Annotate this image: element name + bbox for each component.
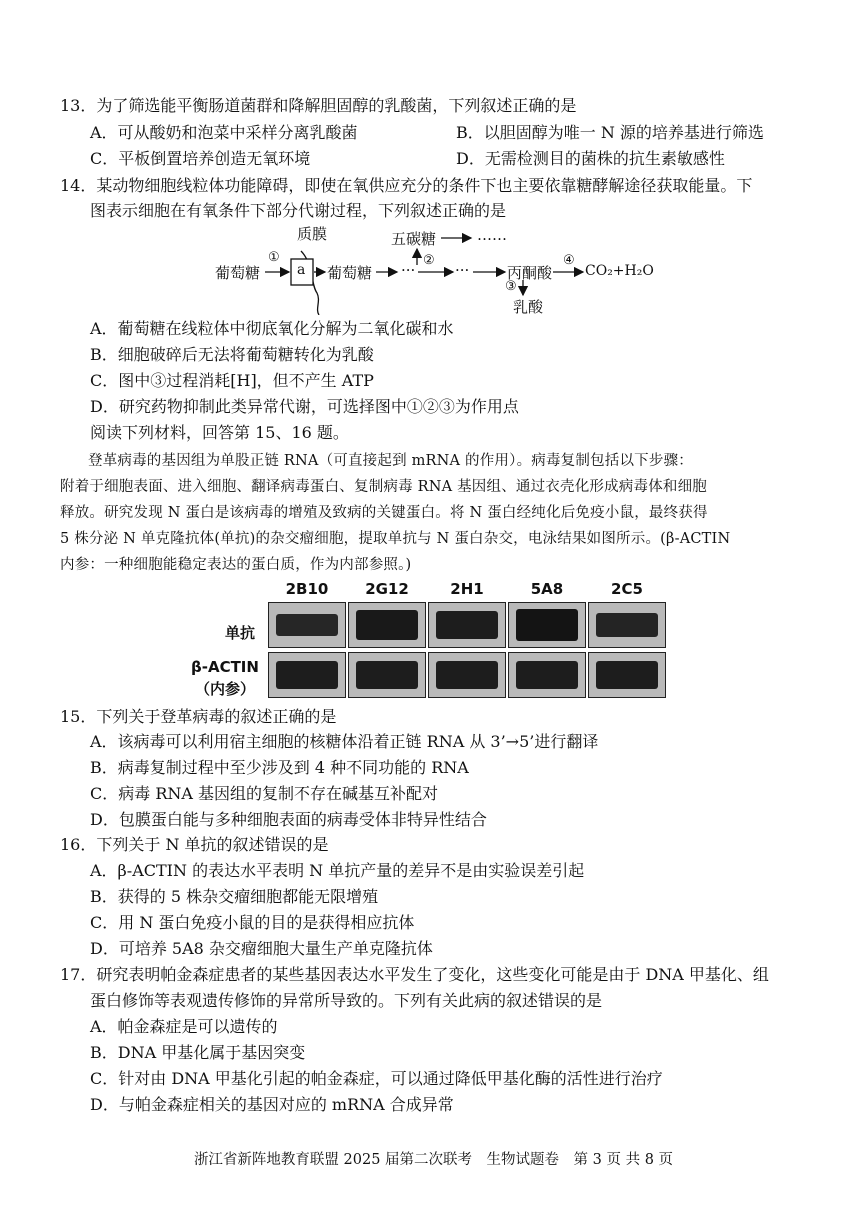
lane-label: 2G12 [365, 580, 409, 598]
western-blot-figure [185, 580, 675, 700]
q17-stem-line1: 17．研究表明帕金森症患者的某些基因表达水平发生了变化，这些变化可能是由于 DNA 甲基化、组 [60, 965, 769, 984]
actin-band [356, 661, 418, 689]
co2-h2o-label: CO₂+H₂O [585, 263, 654, 279]
actin-row-label: β-ACTIN [191, 658, 259, 676]
q14-stem-line2: 图表示细胞在有氧条件下部分代谢过程，下列叙述正确的是 [90, 201, 507, 220]
q17-option-a: A．帕金森症是可以遗传的 [90, 1017, 278, 1036]
lane-label: 2C5 [611, 580, 643, 598]
glucose-inside-label: 葡萄糖 [327, 264, 373, 282]
q15-option-b: B．病毒复制过程中至少涉及到 4 种不同功能的 RNA [90, 758, 469, 777]
q16-option-d: D．可培养 5A8 杂交瘤细胞大量生产单克隆抗体 [90, 939, 433, 958]
antibody-band [436, 611, 498, 639]
page-footer: 浙江省新阵地教育联盟 2025 届第二次联考 生物试题卷 第 3 页 共 8 页 [193, 1152, 674, 1168]
metabolic-pathway-diagram [215, 223, 675, 315]
q13-option-a: A．可从酸奶和泡菜中采样分离乳酸菌 [90, 123, 358, 142]
q17-option-d: D．与帕金森症相关的基因对应的 mRNA 合成异常 [90, 1095, 454, 1114]
pentose-label: 五碳糖 [391, 230, 437, 248]
actin-band [516, 661, 578, 689]
step2-label: ② [423, 253, 435, 268]
material-line4: 5 株分泌 N 单克隆抗体(单抗)的杂交瘤细胞，提取单抗与 N 蛋白杂交，电泳结果如图所示。(β-ACTIN [60, 531, 731, 547]
q16-option-b: B．获得的 5 株杂交瘤细胞都能无限增殖 [90, 887, 379, 906]
antibody-panel [268, 602, 346, 648]
antibody-row-label: 单抗 [225, 624, 256, 642]
actin-panel [348, 652, 426, 698]
antibody-band [276, 614, 338, 636]
q15-stem: 15．下列关于登革病毒的叙述正确的是 [60, 707, 337, 726]
material-line1: 登革病毒的基因组为单股正链 RNA（可直接起到 mRNA 的作用）。病毒复制包括以下步骤： [88, 453, 693, 469]
q14-option-d: D．研究药物抑制此类异常代谢，可选择图中①②③为作用点 [90, 397, 519, 416]
q14-option-c: C．图中③过程消耗[H]，但不产生 ATP [90, 371, 374, 390]
q17-stem-line2: 蛋白修饰等表观遗传修饰的异常所导致的。下列有关此病的叙述错误的是 [90, 991, 603, 1010]
pyruvate-label: 丙酮酸 [507, 264, 553, 282]
q13-stem: 13．为了筛选能平衡肠道菌群和降解胆固醇的乳酸菌，下列叙述正确的是 [60, 96, 577, 115]
q15-option-c: C．病毒 RNA 基因组的复制不存在碱基互补配对 [90, 784, 439, 803]
reading-instruction: 阅读下列材料，回答第 15、16 题。 [90, 423, 349, 442]
carrier-label: a [297, 262, 306, 278]
q14-option-b: B．细胞破碎后无法将葡萄糖转化为乳酸 [90, 345, 374, 364]
actin-panel [588, 652, 666, 698]
step1-label: ① [268, 250, 280, 265]
antibody-band [596, 613, 658, 636]
q13-option-d: D．无需检测目的菌株的抗生素敏感性 [456, 149, 725, 168]
material-line2: 附着于细胞表面、进入细胞、翻译病毒蛋白、复制病毒 RNA 基因组、通过衣壳化形成病毒体和细胞 [60, 479, 707, 495]
q13-option-c: C．平板倒置培养创造无氧环境 [90, 149, 311, 168]
q14-option-a: A．葡萄糖在线粒体中彻底氧化分解为二氧化碳和水 [90, 319, 454, 338]
lactate-label: 乳酸 [513, 298, 544, 316]
pentose-next-label: …… [477, 226, 507, 244]
lane-label: 2B10 [285, 580, 329, 598]
actin-band [596, 661, 658, 689]
actin-panel [268, 652, 346, 698]
q16-option-c: C．用 N 蛋白免疫小鼠的目的是获得相应抗体 [90, 913, 415, 932]
actin-panel [508, 652, 586, 698]
q17-option-c: C．针对由 DNA 甲基化引起的帕金森症，可以通过降低甲基化酶的活性进行治疗 [90, 1069, 663, 1088]
lane-label: 2H1 [450, 580, 484, 598]
material-line3: 释放。研究发现 N 蛋白是该病毒的增殖及致病的关键蛋白。将 N 蛋白经纯化后免疫小鼠，最终获得 [60, 505, 708, 521]
q13-option-b: B．以胆固醇为唯一 N 源的培养基进行筛选 [456, 123, 764, 142]
q17-option-b: B．DNA 甲基化属于基因突变 [90, 1043, 306, 1062]
q15-option-d: D．包膜蛋白能与多种细胞表面的病毒受体非特异性结合 [90, 810, 487, 829]
q14-stem-line1: 14．某动物细胞线粒体功能障碍，即使在氧供应充分的条件下也主要依靠糖酵解途径获取能量。下 [60, 176, 753, 195]
control-row-label: （内参） [195, 680, 256, 698]
dots1-label: ··· [401, 261, 416, 279]
membrane-label: 质膜 [297, 225, 328, 243]
actin-band [276, 661, 338, 689]
antibody-panel [348, 602, 426, 648]
actin-band [436, 661, 498, 689]
dots2-label: ··· [455, 261, 470, 279]
q16-stem: 16．下列关于 N 单抗的叙述错误的是 [60, 835, 329, 854]
glucose-outside-label: 葡萄糖 [215, 264, 261, 282]
antibody-panel [428, 602, 506, 648]
step3-label: ③ [505, 279, 517, 294]
antibody-panel [588, 602, 666, 648]
q16-option-a: A．β-ACTIN 的表达水平表明 N 单抗产量的差异不是由实验误差引起 [90, 861, 585, 880]
step4-label: ④ [563, 253, 575, 268]
antibody-band [356, 610, 418, 640]
q15-option-a: A．该病毒可以利用宿主细胞的核糖体沿着正链 RNA 从 3’→5’进行翻译 [90, 732, 599, 751]
material-line5: 内参：一种细胞能稳定表达的蛋白质，作为内部参照。) [60, 557, 412, 573]
antibody-band [516, 609, 578, 641]
antibody-panel [508, 602, 586, 648]
actin-panel [428, 652, 506, 698]
lane-label: 5A8 [530, 580, 564, 598]
